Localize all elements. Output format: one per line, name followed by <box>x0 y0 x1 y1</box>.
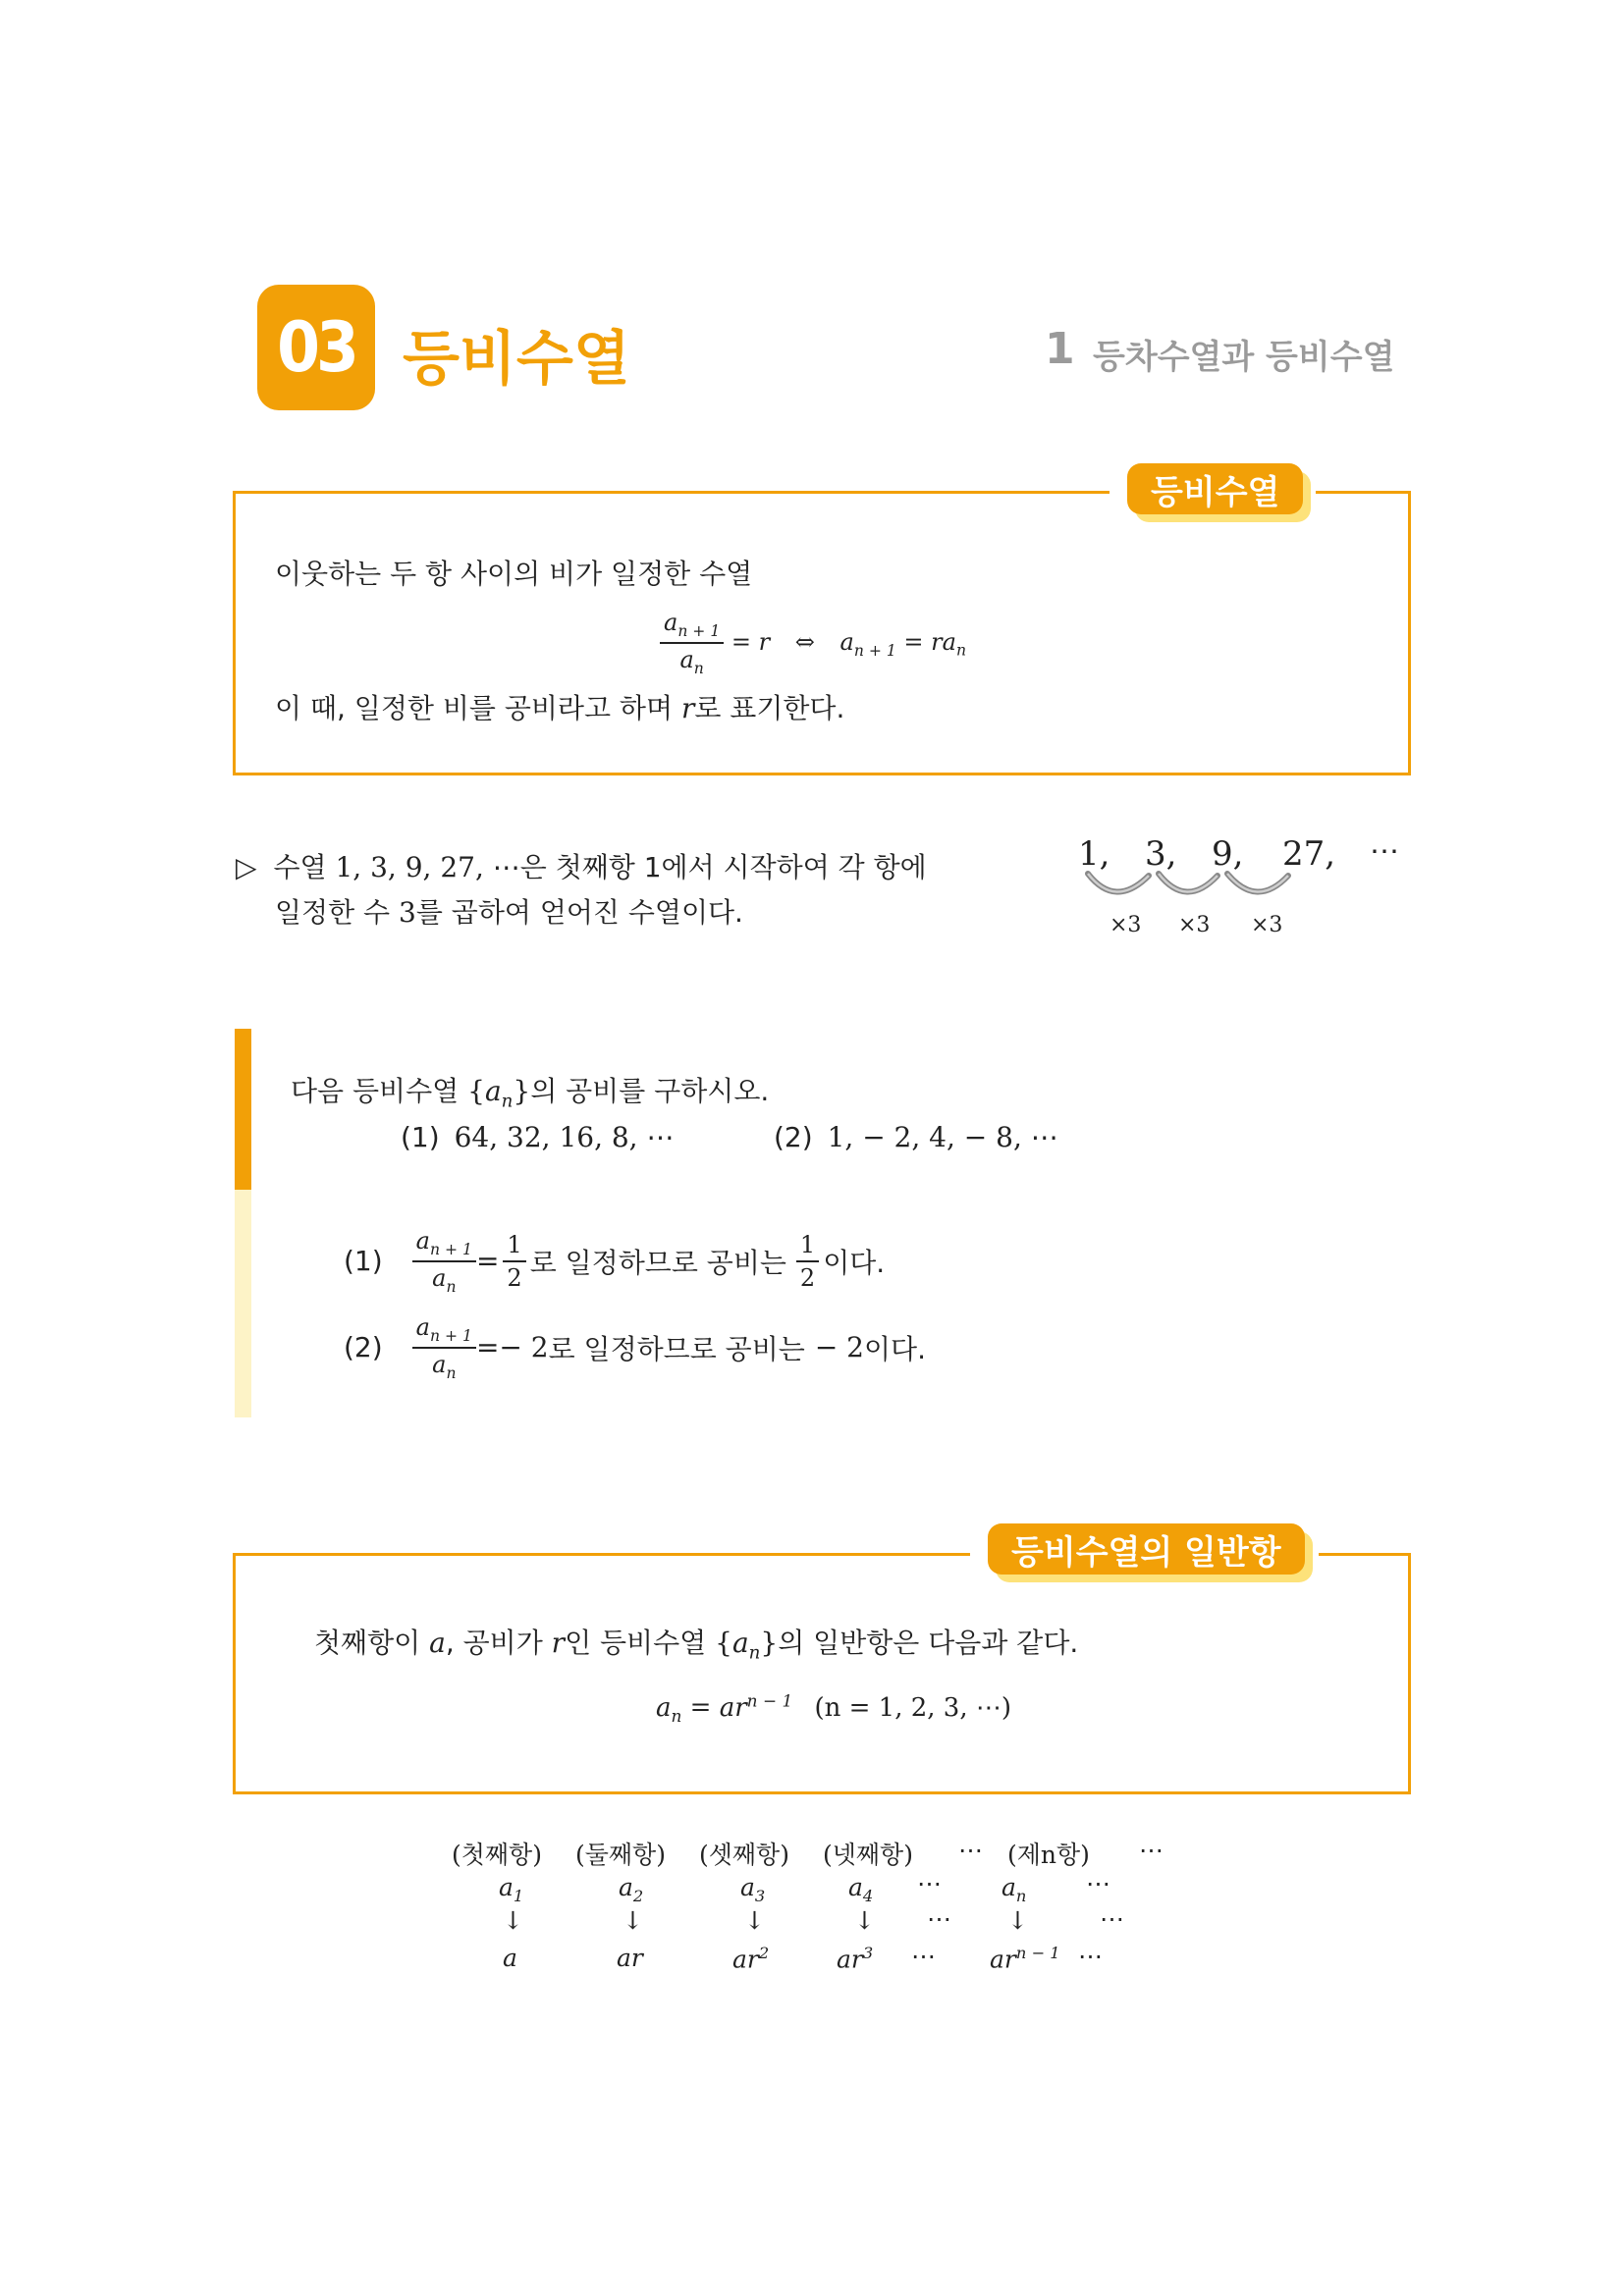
diagram-multiplier: ×3 <box>1110 913 1142 937</box>
note-line-2: 일정한 수 3를 곱하여 얻어진 수열이다. <box>275 896 743 929</box>
term-header: ⋯ <box>1139 1836 1164 1864</box>
chapter-title: 등비수열 <box>403 325 630 394</box>
down-arrow: ↓ <box>623 1906 643 1935</box>
diagram-term: 27, <box>1282 834 1336 874</box>
question-2: (2) 1, − 2, 4, − 8, ⋯ <box>774 1121 1058 1153</box>
note-marker: ▷ <box>236 851 257 883</box>
question-1: (1) 64, 32, 16, 8, ⋯ <box>401 1121 675 1153</box>
term-header: (제n항) <box>1007 1841 1090 1869</box>
term-header: (셋째항) <box>699 1841 789 1869</box>
definition-line: 이웃하는 두 항 사이의 비가 일정한 수열 <box>275 558 753 590</box>
general-term-box <box>233 1553 1411 1794</box>
multiply-arcs <box>1070 870 1326 909</box>
diagram-multiplier: ×3 <box>1251 913 1283 937</box>
equivalence-arrow: ⇔ <box>794 627 815 656</box>
down-arrow: ↓ <box>744 1906 765 1935</box>
diagram-term: ⋯ <box>1370 834 1399 869</box>
section-number: 1 <box>1045 324 1075 374</box>
general-term-tag: 등비수열의 일반항 <box>988 1523 1305 1575</box>
definition-formula: $\frac{a_{n + 1}}{a_n}$ = r ⇔ $a_{n + 1} = ra_n$ <box>660 609 966 677</box>
general-term-formula: $a_n = ar^{n - 1}$ (n = 1, 2, 3, ⋯) <box>656 1690 1012 1726</box>
definition-note: 이 때, 일정한 비를 공비라고 하며 r로 표기한다. <box>275 692 845 724</box>
term-header: (넷째항) <box>823 1841 913 1869</box>
example-prompt: 다음 등비수열 $\{a_n\}$의 공비를 구하시오. <box>291 1075 770 1112</box>
term-header: (첫째항) <box>452 1841 542 1869</box>
diagram-term: 1, <box>1078 834 1110 874</box>
general-term-line: 첫째항이 a, 공비가 r인 등비수열 $\{a_n\}$의 일반항은 다음과 같다. <box>314 1627 1079 1664</box>
sequence-diagram <box>1070 834 1409 942</box>
answer-1: (1) $\frac{a_{n + 1}}{a_n}$ = $\frac{1}{2}$ 로 일정하므로 공비는 $\frac{1}{2}$ 이다. <box>344 1227 886 1296</box>
recurrence-rhs: = ra <box>895 627 956 656</box>
ratio-fraction: $\frac{a_{n + 1}}{a_n}$ <box>660 609 724 677</box>
term-header: (둘째항) <box>575 1841 666 1869</box>
term-header: ⋯ <box>958 1836 983 1864</box>
diagram-multiplier: ×3 <box>1178 913 1211 937</box>
ratio-equals-r: = r <box>731 627 771 656</box>
definition-tag: 등비수열 <box>1127 463 1303 514</box>
example-bar-dark <box>235 1029 251 1190</box>
diagram-term: 9, <box>1212 834 1244 874</box>
diagram-term: 3, <box>1145 834 1177 874</box>
section-title: 등차수열과 등비수열 <box>1093 338 1395 377</box>
answer-2: (2) $\frac{a_{n + 1}}{a_n}$ =− 2 로 일정하므로 공비는 − 2 이다. <box>344 1313 926 1382</box>
down-arrow: ↓ <box>854 1906 875 1935</box>
example-bar-light <box>235 1190 251 1417</box>
down-arrow: ↓ <box>503 1906 523 1935</box>
note-line-1: ▷ 수열 1, 3, 9, 27, ⋯은 첫째항 1에서 시작하여 각 항에 <box>236 851 927 883</box>
term-table: (첫째항) (둘째항) (셋째항) (넷째항) ⋯ (제n항) ⋯ $a_1$ $a_2$ $a_3$ $a_4$ ⋯ $a_n$ ⋯ ↓ ↓ ↓ ↓ ⋯ ↓ ⋯ a ar $ar^2$ $ar^3$ ⋯ $ar^{n - 1}$ ⋯ <box>452 1836 1164 1974</box>
down-arrow: ↓ <box>1007 1906 1028 1935</box>
chapter-number-badge: 03 <box>257 285 375 410</box>
